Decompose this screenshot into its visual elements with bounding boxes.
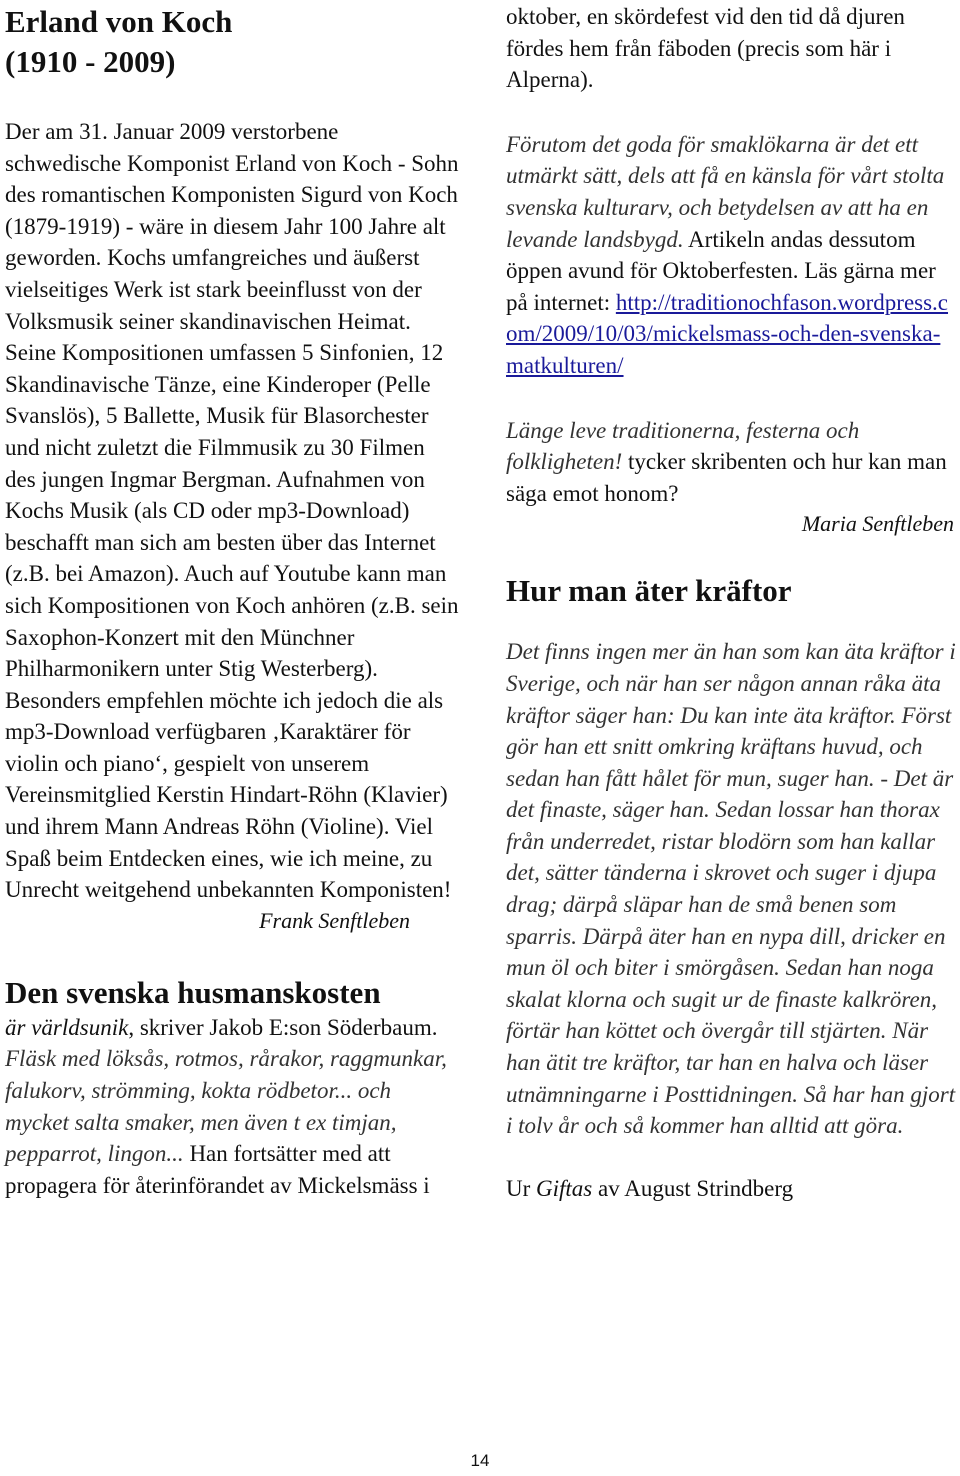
culture-italic: Förutom det goda för smaklökarna är det ett utmärkt sätt, dels att få en känsla för vårt stolta svenska kulturarv, och betydelsen av att ha en levande landsbygd. [506,131,945,252]
tradition-italic: Länge leve traditionerna, festerna och folkligheten! [506,417,860,475]
title-line-1: Erland von Koch [5,4,233,39]
culture-rest: Artikeln andas dessutom öppen avund för Oktoberfesten. Läs gärna mer på internet: [506,226,936,315]
kraftor-story: Det finns ingen mer än han som kan äta kräftor i Sverige, och när han ser någon annan råka äta kräftor säger han: Du kan inte äta kräftor. Först gör han ett snitt omkring kräftans huvud, och sedan han fått hålet för mun, suger han. - Det är det finaste, säger han. Sedan lossar han thorax från underredet, ristar blodörn som han kallar det, sätter tänderna i skrovet och suger i djupa drag; därpå släpar han de små benen som sparris. Därpå äter han en nypa dill, dricker en mun öl och biter i smörgåsen. Sedan han noga skalat klorna och sugit ur de finaste kalkrören, förtär han köttet och övergår till stjärten. När han ätit tre kräftor, tar han en halva och läser utnämningarne i Posttidningen. Så har han gjort i tolv år och så kommer han alltid att göra. [506,639,956,1139]
page-number: 14 [470,1451,490,1470]
husmanskosten-intro: , skriver Jakob E:son Söderbaum. [128,1014,438,1040]
signature-frank: Frank Senftleben [259,907,410,933]
culture-paragraph [506,129,958,382]
section-title-kraftor: Hur man äter kräftor [506,573,792,609]
title-line-2: (1910 - 2009) [5,44,176,79]
tradition-rest: tycker skribenten och hur kan man säga emot honom? [506,449,947,506]
source-credit [506,1173,958,1205]
continuation-text: oktober, en skördefest vid den tid då djuren fördes hem från fäboden (precis som här i Alperna). [506,4,905,93]
left-column [5,0,460,1201]
section-title-husmanskosten: Den svenska husmanskosten [5,974,381,1010]
husmanskosten-body [5,1012,460,1202]
article-title-erland-von-koch [5,2,460,82]
tradition-paragraph [506,415,958,510]
right-column [506,0,958,1204]
source-prefix: Ur [506,1175,537,1201]
source-suffix: av August Strindberg [592,1175,794,1201]
signature-maria: Maria Senftleben [801,511,954,537]
husmanskosten-intro-italic: är världsunik [5,1014,129,1040]
husmanskosten-tail: Han fortsätter med att propagera för återinförandet av Mickelsmäss i [5,1141,430,1198]
article-link[interactable]: http://traditionochfason.wordpress.com/2009/10/03/mickelsmass-och-den-svenska-matkulturen/ [506,289,949,378]
koch-article-body: Der am 31. Januar 2009 verstorbene schwedische Komponist Erland von Koch - Sohn des romantischen Komponisten Sigurd von Koch (1879-1919) - wäre in diesem Jahr 100 Jahre alt geworden. Kochs umfangreiches und äußerst vielseitiges Werk ist stark beeinflusst von der Volksmusik seiner skandinavischen Heimat. Seine Kompositionen umfassen 5 Sinfonien, 12 Skandinavische Tänze, eine Kinderoper (Pelle Svanslös), 5 Ballette, Musik für Blasorchester und nicht zuletzt die Filmmusik zu 30 Filmen des jungen Ingmar Bergman. Aufnahmen von Kochs Musik (als CD oder mp3-Download) beschafft man sich am besten über das Internet (z.B. bei Amazon). Auch auf Youtube kann man sich Kompositionen von Koch anhören (z.B. sein Saxophon-Konzert mit den Münchner Philharmonikern unter Stig Westerberg). Besonders empfehlen möchte ich jedoch die als mp3-Download verfügbaren ‚Karaktärer för violin och piano‘, gespielt von unserem Vereinsmitglied Kerstin Hindart-Röhn (Klavier) und ihrem Mann Andreas Röhn (Violine). Viel Spaß beim Entdecken eines, wie ich meine, zu Unrecht weitgehend unbekannten Komponisten! [5,119,459,903]
source-title: Giftas [536,1175,593,1201]
husmanskosten-quote: Fläsk med löksås, rotmos, rårakor, raggmunkar, falukorv, strömming, kokta rödbetor... och mycket salta smaker, men även t ex timjan, pepparrot, lingon... [5,1046,447,1167]
